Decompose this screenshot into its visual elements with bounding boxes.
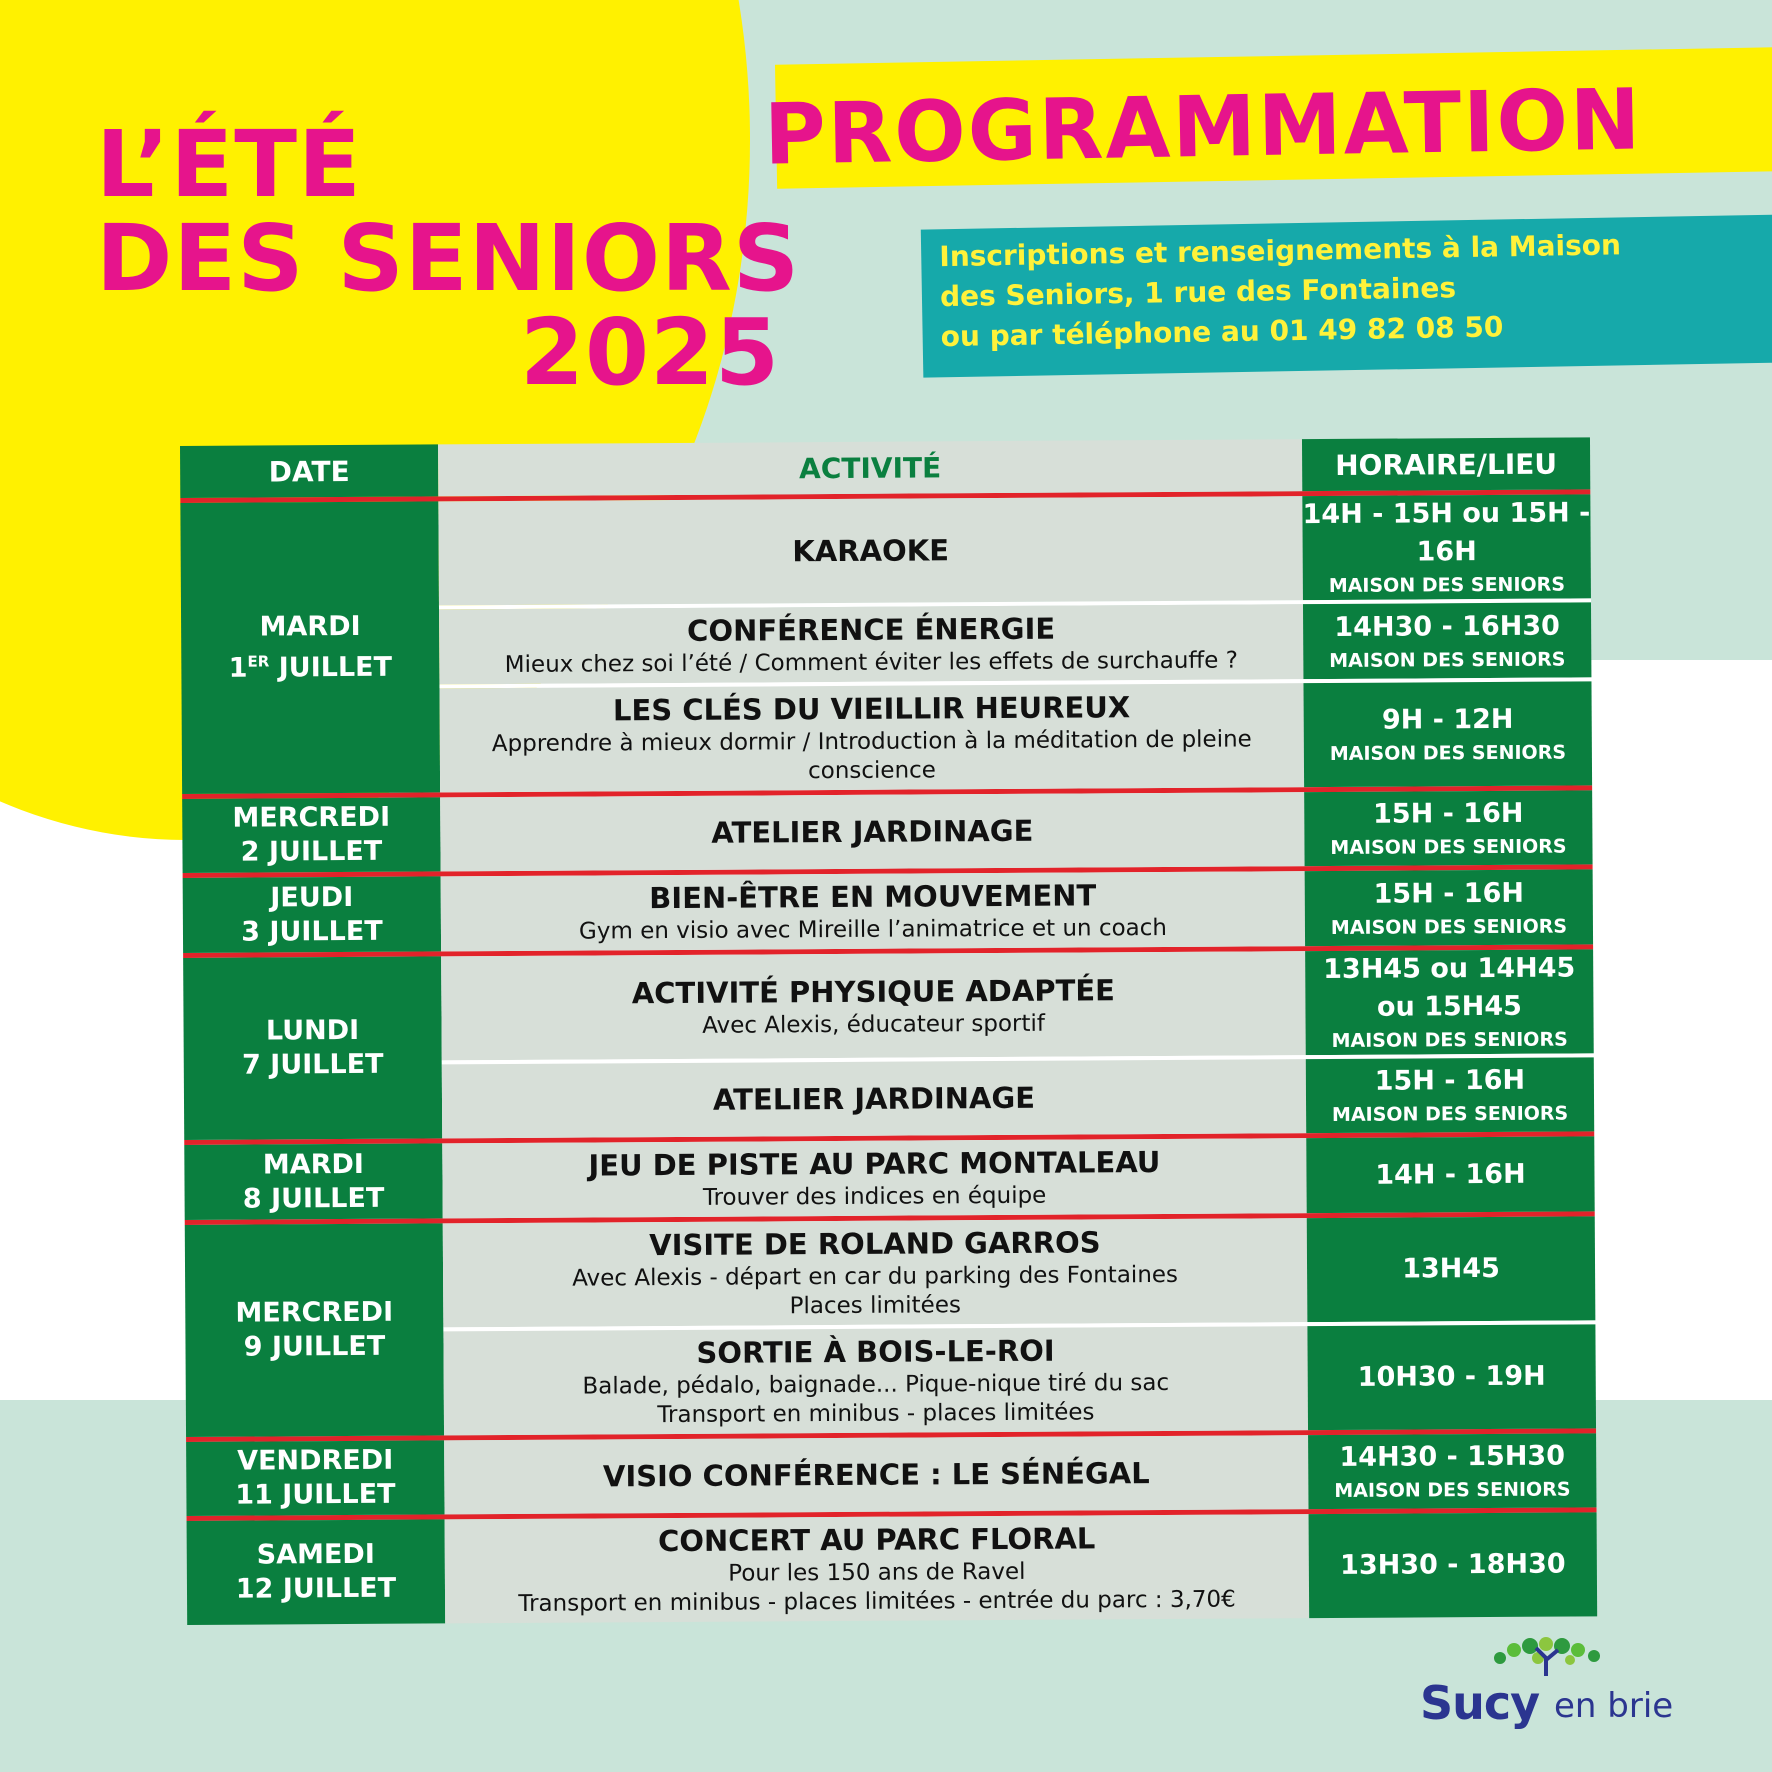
activity-name: SORTIE À BOIS-LE-ROI xyxy=(696,1333,1055,1370)
activity-row xyxy=(442,1136,1594,1218)
day-ordinal: ER xyxy=(247,652,270,671)
activity-row xyxy=(439,677,1592,792)
activity-place: MAISON DES SENIORS xyxy=(1330,915,1568,939)
activity-row xyxy=(440,790,1592,871)
schedule-cell xyxy=(1306,1057,1594,1133)
activity-time: 15H - 16H xyxy=(1374,1064,1526,1097)
header-date: DATE xyxy=(180,444,438,498)
activity-cell xyxy=(442,1138,1306,1218)
activity-name: VISIO CONFÉRENCE : LE SÉNÉGAL xyxy=(602,1456,1150,1494)
day-date-line xyxy=(229,644,393,686)
day-date-line xyxy=(241,914,383,949)
activity-name: BIEN-ÊTRE EN MOUVEMENT xyxy=(649,878,1097,916)
day-number: 3 JUILLET xyxy=(241,915,383,948)
activity-place: MAISON DES SENIORS xyxy=(1331,1102,1569,1126)
schedule-cell xyxy=(1305,869,1593,946)
title-line-2: DES SENIORS xyxy=(96,204,801,312)
day-number: 12 JUILLET xyxy=(235,1572,397,1605)
day-date xyxy=(183,956,442,1140)
header-activity: ACTIVITÉ xyxy=(438,439,1302,496)
activity-row xyxy=(439,598,1591,684)
activity-description: Apprendre à mieux dormir / Introduction à la méditation de pleine conscience xyxy=(491,726,1252,785)
day-activities xyxy=(438,494,1592,792)
day-group xyxy=(186,1433,1596,1516)
activity-cell xyxy=(441,871,1305,951)
day-name: MERCREDI xyxy=(232,801,391,834)
day-date-line xyxy=(235,1478,395,1513)
activity-place: MAISON DES SENIORS xyxy=(1330,835,1567,859)
activity-description: Pour les 150 ans de Ravel xyxy=(728,1558,1026,1587)
day-activities xyxy=(441,869,1593,951)
day-group xyxy=(182,790,1592,873)
day-group xyxy=(183,869,1593,953)
schedule-cell xyxy=(1305,949,1594,1055)
logo-main-text: Sucy xyxy=(1420,1676,1540,1730)
day-date-line xyxy=(236,1572,396,1607)
day-group xyxy=(184,1136,1594,1220)
activity-time: 14H30 - 16H30 xyxy=(1334,610,1560,643)
activity-place: MAISON DES SENIORS xyxy=(1329,648,1566,672)
activity-name: CONFÉRENCE ÉNERGIE xyxy=(687,611,1056,648)
activity-time: 10H30 - 19H xyxy=(1357,1360,1546,1393)
activity-row xyxy=(438,494,1591,605)
activity-time: 14H - 16H xyxy=(1375,1158,1526,1191)
title-line-3: 2025 xyxy=(520,298,781,406)
day-activities xyxy=(444,1433,1596,1514)
info-box xyxy=(939,223,1761,357)
activity-description: Mieux chez soi l’été / Comment éviter les effets de surchauffe ? xyxy=(504,647,1238,679)
day-name: SAMEDI xyxy=(256,1538,375,1571)
header-schedule: HORAIRE/LIEU xyxy=(1302,437,1590,491)
day-number: 8 JUILLET xyxy=(242,1182,385,1215)
day-activities xyxy=(442,1136,1594,1218)
schedule-cell xyxy=(1307,1216,1596,1322)
day-name: MERCREDI xyxy=(235,1296,394,1329)
schedule-cell xyxy=(1307,1324,1596,1430)
schedule-cell xyxy=(1308,1433,1596,1509)
day-month: JUILLET xyxy=(269,651,393,684)
info-line-2: des Seniors, 1 rue des Fontaines xyxy=(939,271,1457,314)
day-number: 7 JUILLET xyxy=(241,1048,384,1081)
activity-name: LES CLÉS DU VIEILLIR HEUREUX xyxy=(612,690,1131,728)
day-name: LUNDI xyxy=(265,1014,360,1047)
day-date xyxy=(185,1223,444,1437)
activity-cell xyxy=(442,1059,1306,1138)
activity-time: 15H - 16H xyxy=(1372,797,1524,830)
activity-row xyxy=(443,1216,1596,1327)
info-line-1: Inscriptions et renseignements à la Maison xyxy=(939,228,1622,274)
day-number: 9 JUILLET xyxy=(243,1330,386,1363)
activity-time: 13H45 xyxy=(1402,1252,1501,1285)
page-title xyxy=(96,111,801,406)
day-date xyxy=(183,876,441,953)
schedule-cell xyxy=(1306,1136,1594,1213)
day-date-line xyxy=(244,1330,386,1365)
day-name: MARDI xyxy=(262,1148,364,1181)
day-activities xyxy=(443,1216,1596,1435)
day-activities xyxy=(440,790,1592,871)
activity-cell xyxy=(440,792,1304,871)
activity-description: Avec Alexis, éducateur sportif xyxy=(702,1010,1046,1039)
activity-cell xyxy=(439,683,1304,792)
schedule-cell xyxy=(1309,1512,1598,1618)
activity-cell xyxy=(438,496,1303,605)
title-line-1: L’ÉTÉ xyxy=(96,111,362,218)
activity-name: ACTIVITÉ PHYSIQUE ADAPTÉE xyxy=(631,972,1116,1010)
day-date xyxy=(184,1143,442,1220)
activity-cell xyxy=(445,1514,1310,1623)
day-activities xyxy=(441,949,1594,1138)
activity-name: KARAOKE xyxy=(792,533,950,569)
activity-time: 13H45 ou 14H45 ou 15H45 xyxy=(1323,952,1576,1023)
schedule-cell xyxy=(1303,681,1592,787)
activity-description-2: Transport en minibus - places limitées - entrée du parc : 3,70€ xyxy=(518,1586,1236,1617)
activity-name: CONCERT AU PARC FLORAL xyxy=(657,1521,1096,1559)
activity-row xyxy=(443,1320,1596,1435)
schedule-header xyxy=(180,437,1590,498)
activity-time: 14H30 - 15H30 xyxy=(1339,1440,1566,1473)
activity-description: Gym en visio avec Mireille l’animatrice et un coach xyxy=(578,914,1168,945)
sucy-en-brie-logo xyxy=(1420,1642,1680,1732)
schedule-table xyxy=(180,437,1597,1625)
activity-row xyxy=(442,1053,1594,1138)
activity-name: ATELIER JARDINAGE xyxy=(712,1080,1036,1117)
schedule-cell xyxy=(1304,790,1592,866)
activity-description: Avec Alexis - départ en car du parking des Fontaines xyxy=(572,1261,1179,1292)
activity-cell xyxy=(441,951,1306,1060)
activity-description-2: Transport en minibus - places limitées xyxy=(657,1399,1095,1429)
activity-time: 15H - 16H xyxy=(1373,877,1525,910)
activity-row xyxy=(445,1512,1598,1623)
activity-row xyxy=(441,869,1593,951)
day-number: 1 xyxy=(228,652,248,684)
day-date xyxy=(187,1519,446,1625)
info-line-3: ou par téléphone au 01 49 82 08 50 xyxy=(940,310,1504,354)
activity-name: JEU DE PISTE AU PARC MONTALEAU xyxy=(588,1145,1161,1183)
day-activities xyxy=(445,1512,1598,1623)
activity-row xyxy=(444,1433,1596,1514)
activity-place: MAISON DES SENIORS xyxy=(1334,1478,1571,1502)
activity-place: MAISON DES SENIORS xyxy=(1331,1028,1568,1052)
day-name: VENDREDI xyxy=(237,1444,394,1477)
day-group xyxy=(185,1216,1596,1437)
programmation-banner: PROGRAMMATION xyxy=(763,70,1644,184)
activity-name: VISITE DE ROLAND GARROS xyxy=(649,1225,1101,1263)
activity-row xyxy=(441,949,1594,1060)
activity-description: Trouver des indices en équipe xyxy=(702,1182,1047,1211)
activity-time: 9H - 12H xyxy=(1381,703,1514,736)
activity-place: MAISON DES SENIORS xyxy=(1328,573,1566,597)
day-group xyxy=(187,1512,1598,1625)
day-name: MARDI xyxy=(259,610,361,643)
day-number: 2 JUILLET xyxy=(240,835,383,868)
activity-name: ATELIER JARDINAGE xyxy=(711,813,1034,850)
activity-description-2: Places limitées xyxy=(789,1292,961,1320)
activity-description: Balade, pédalo, baignade... Pique-nique tiré du sac xyxy=(582,1369,1170,1400)
activity-cell xyxy=(443,1326,1308,1435)
day-group xyxy=(180,494,1592,794)
day-date-line xyxy=(242,1048,384,1083)
activity-cell xyxy=(444,1435,1308,1514)
logo-sub-text: en brie xyxy=(1554,1686,1674,1726)
tree-icon xyxy=(1480,1636,1630,1676)
activity-time: 14H - 15H ou 15H - 16H xyxy=(1302,497,1591,568)
day-number: 11 JUILLET xyxy=(235,1478,396,1511)
day-date xyxy=(182,797,440,873)
day-name: JEUDI xyxy=(270,881,354,913)
day-date-line xyxy=(243,1181,385,1216)
schedule-cell xyxy=(1302,494,1591,600)
activity-place: MAISON DES SENIORS xyxy=(1329,741,1567,765)
day-date-line xyxy=(241,835,383,870)
day-date xyxy=(180,501,440,794)
activity-time: 13H30 - 18H30 xyxy=(1340,1548,1566,1581)
day-date xyxy=(186,1440,444,1516)
activity-cell xyxy=(443,1218,1308,1327)
day-group xyxy=(183,949,1594,1140)
activity-cell xyxy=(439,604,1303,684)
schedule-cell xyxy=(1303,602,1591,679)
